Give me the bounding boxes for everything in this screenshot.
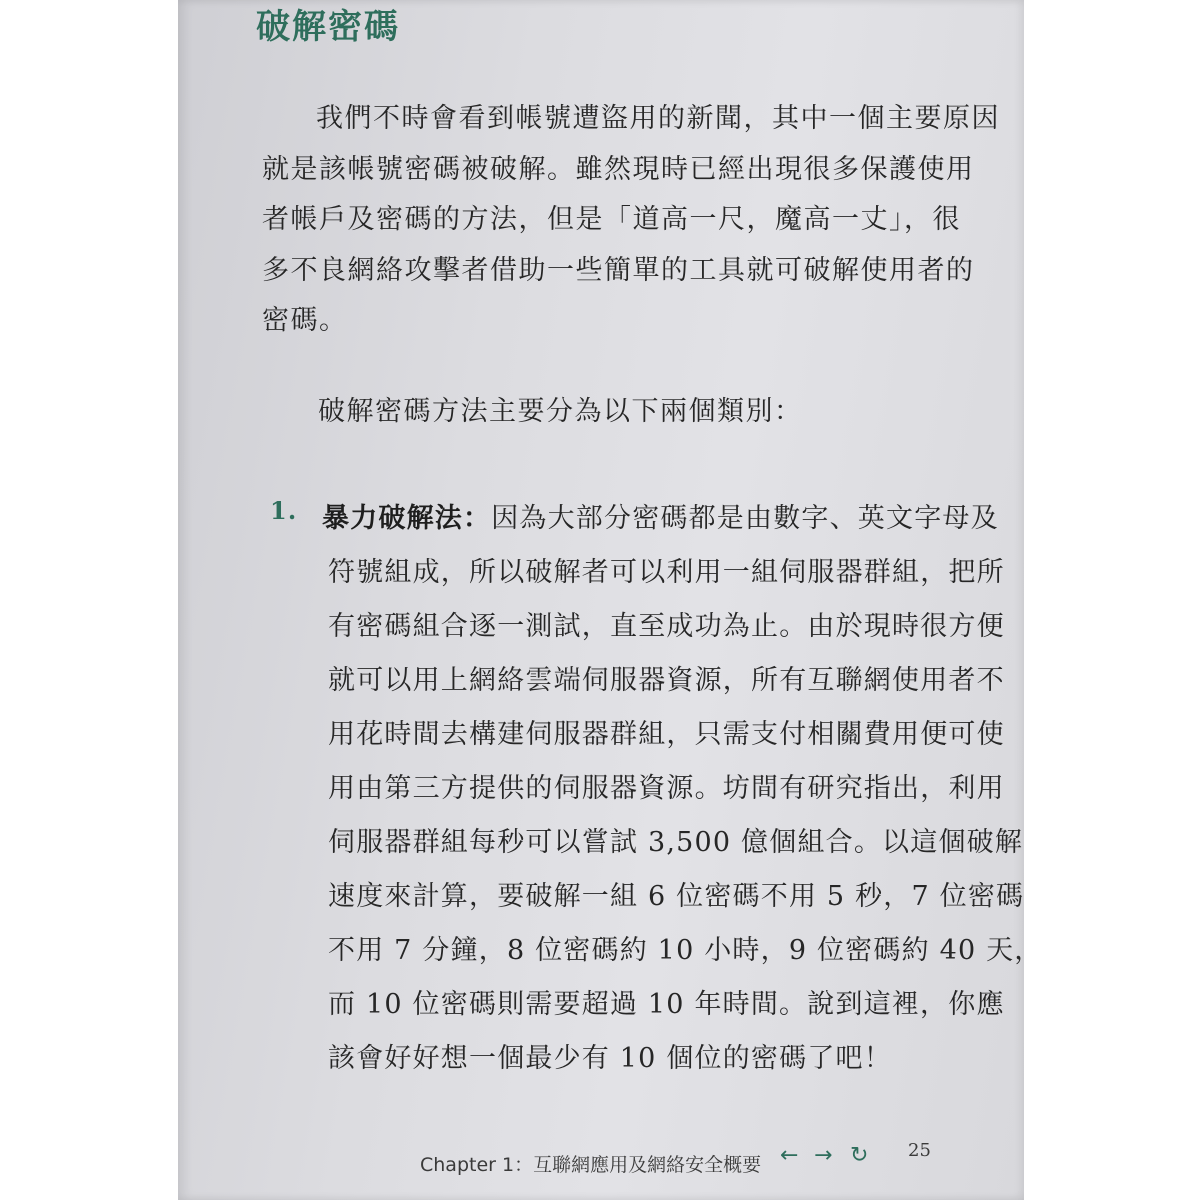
term-label: 暴力破解法： [322, 503, 492, 534]
list-item-line: 該會好好想一個最少有 10 個位的密碼了吧！ [328, 1043, 892, 1074]
arrow-right-icon[interactable]: → [814, 1143, 833, 1168]
intro-paragraph [262, 94, 1000, 347]
list-item-line: 不用 7 分鐘，8 位密碼約 10 小時，9 位密碼約 40 天， [328, 935, 1043, 966]
list-item-line: 而 10 位密碼則需要超過 10 年時間。說到這裡，你應 [328, 989, 1005, 1020]
page-number: 25 [908, 1140, 931, 1161]
chapter-footer: Chapter 1：互聯網應用及網絡安全概要 [420, 1154, 762, 1176]
intro-line: 就是該帳號密碼被破解。雖然現時已經出現很多保護使用 [262, 153, 975, 185]
categories-intro: 破解密碼方法主要分為以下兩個類別： [318, 396, 803, 427]
list-item-first-line-text: 因為大部分密碼都是由數字、英文字母及 [491, 503, 999, 534]
arrow-left-icon[interactable]: ← [780, 1143, 799, 1168]
intro-line: 多不良網絡攻擊者借助一些簡單的工具就可破解使用者的 [262, 254, 975, 286]
reload-icon[interactable]: ↻ [850, 1143, 869, 1168]
list-item-line: 有密碼組合逐一測試，直至成功為止。由於現時很方便 [328, 611, 1005, 642]
section-heading: 破解密碼 [256, 7, 400, 47]
intro-line: 我們不時會看到帳號遭盜用的新聞，其中一個主要原因 [316, 103, 1000, 134]
list-item-number: 1. [270, 496, 298, 525]
list-item-body [322, 492, 1043, 1086]
list-item-line: 速度來計算，要破解一組 6 位密碼不用 5 秒，7 位密碼 [328, 881, 1025, 912]
list-item-line: 伺服器群組每秒可以嘗試 3,500 億個組合。以這個破解 [328, 827, 1024, 858]
list-item-line: 用花時間去構建伺服器群組，只需支付相關費用便可使 [328, 719, 1005, 750]
list-item-first-line [322, 492, 1043, 546]
list-item-line: 符號組成，所以破解者可以利用一組伺服器群組，把所 [328, 557, 1005, 588]
list-item-line: 用由第三方提供的伺服器資源。坊間有研究指出，利用 [328, 773, 1005, 804]
intro-line: 密碼。 [262, 305, 348, 336]
list-item-line: 就可以用上網絡雲端伺服器資源，所有互聯網使用者不 [328, 665, 1005, 696]
intro-line: 者帳戶及密碼的方法，但是「道高一尺，魔高一丈」，很 [262, 204, 961, 235]
categories-paragraph [318, 392, 803, 432]
